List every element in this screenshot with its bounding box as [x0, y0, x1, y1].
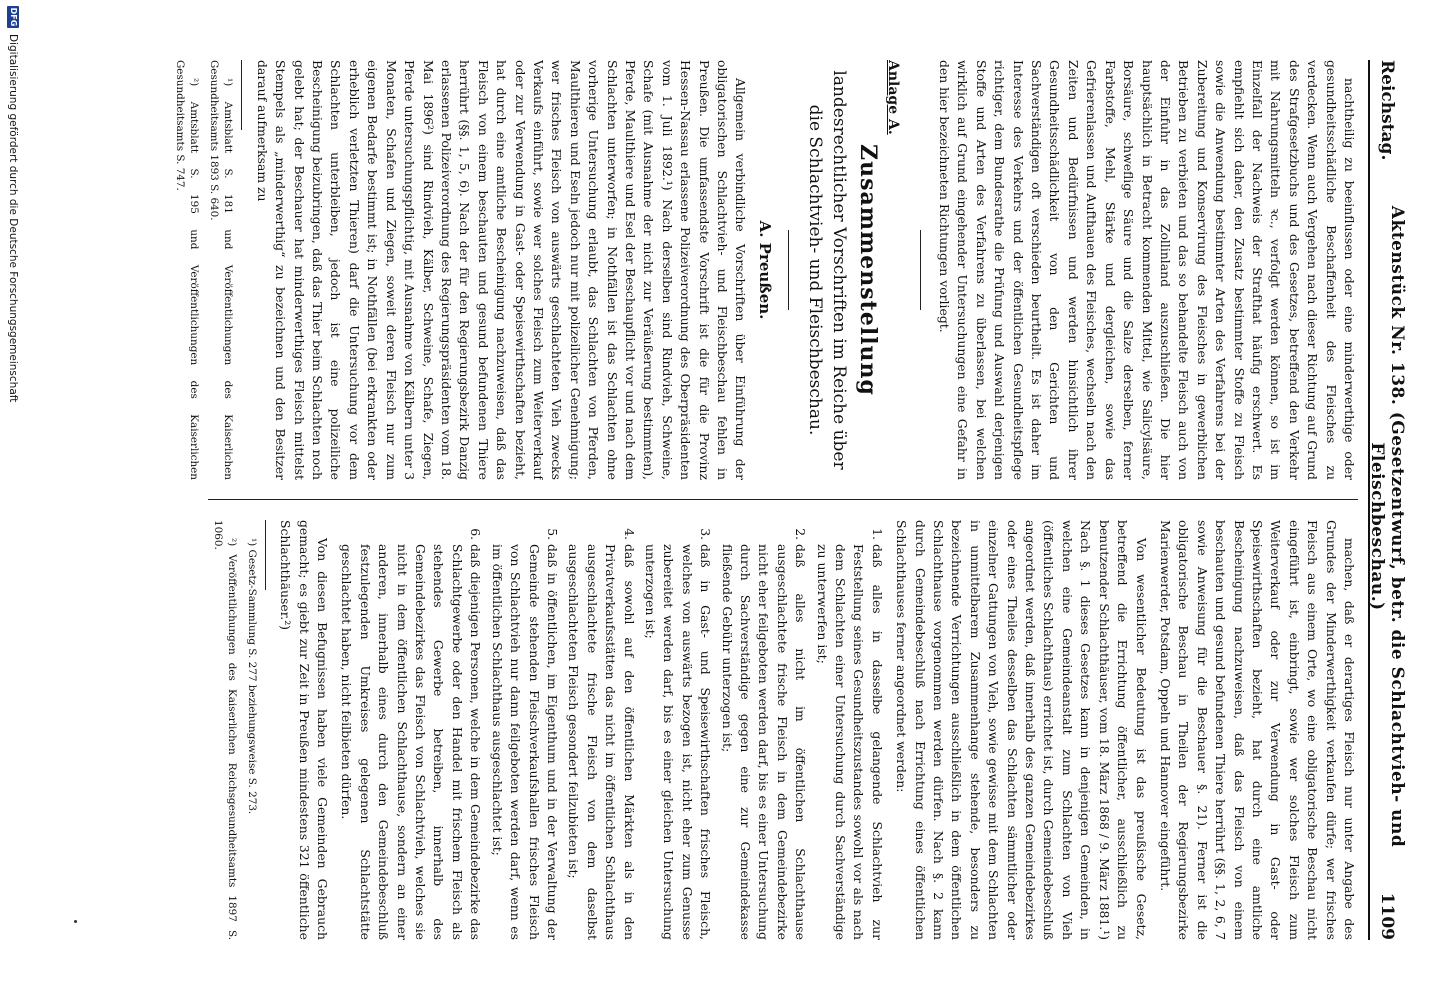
list-item: 4. daß sowohl auf den öffentlichen Märkten als in den Privatverkaufsstätten das nicht im öffentlichen Schlachthaus ausgeschlachtete frische Fleisch von dem daselbst ausgeschlachteten Fleisch gesondert feilzubieten ist; — [564, 544, 638, 940]
section-title: A. Preußen. — [755, 220, 774, 320]
anlage-label-text: Anlage A. — [884, 60, 901, 135]
right-paragraph-1: machen, daß er derartiges Fleisch nur unter Angabe des Grundes der Minderwerthigkeit verkaufen dürfe; wer frisches Fleisch aus einem Orte, wo eine obligatorische Beschau nicht eingeführt ist, einbringt, sowie wer solches Fleisch zum Weiterverkauf oder zur Verwendung in Gast- oder Speisewirthschaften bezieht, hat durch eine amtliche Bescheinigung nachzuweisen, daß das Fleisch von einem beschauten und gesund befundenen Thiere herrührt (§§. 1, 2, 6, 7 sowie Anweisung für die Beschauer §. 21). Ferner ist die obligatorische Beschau in Theilen der Regierungsbezirke Marienwerder, Potsdam, Oppeln und Hannover eingeführt. — [1157, 520, 1357, 940]
page-number: 1109 — [1377, 892, 1397, 940]
document-title: Zusammenstellung — [855, 144, 882, 396]
page-header — [1367, 60, 1407, 940]
list-item: 1. daß alles in dasselbe gelangende Schlachtvieh zur Feststellung seines Gesundheitszustandes sowohl vor als nach dem Schlachten einer Untersuchung durch Sachverständige zu unterwerfen ist; — [812, 544, 886, 940]
footnote-rule — [265, 520, 266, 590]
footnote: ¹) Amtsblatt S. 181 und Veröffentlichungen des Kaiserlichen Gesundheitsamts 1893 S. 640. — [208, 60, 235, 480]
right-paragraph-3: Von diesen Befugnissen haben viele Gemeinden Gebrauch gemacht; es giebt zur Zeit in Preußen mindestens 321 öffentliche Schlachthäuser.²) — [278, 520, 331, 940]
left-paragraph-1: nachtheilig zu beeinflussen oder eine minderwerthige oder gesundheitsschädliche Beschaffenheit des Fleisches zu verdecken. Wenn auch Vergehen nach dieser Richtung auf Grund des Strafgesetzbuchs und des Gesetzes, betreffend den Verkehr mit Nahrungsmitteln ꝛc., verfolgt werden können, so ist im Einzelfall der Nachweis der Strafthat häufig erschwert. Es empfiehlt sich daher, den Zusatz bestimmter Stoffe zu Fleisch sowie die Anwendung bestimmter Arten des Verfahrens bei der Zubereitung und Konservirung des Fleisches in gewerblichen Betrieben zu verbieten und das so behandelte Fleisch auch von der Einfuhr in das Zollinland auszuschließen. Die hier hauptsächlich in Betracht kommenden Mittel, wie Salicylsäure, Borsäure, schweflige Säure und die Salze derselben, ferner Farbstoffe, Mehl, Stärke und dergleichen, sowie das Gefrierenlassen und Aufthauen des Fleisches, wechseln nach den Zeiten und Bedürfnissen und werden hinsichtlich ihrer Gesundheitsschädlichkeit von den Gerichten und Sachverständigen oft verschieden beurtheilt. Es ist daher im Interesse des Verkehrs und der öffentlichen Gesundheitspflege richtiger, dem Bundesrathe die Prüfung und Auswahl derjenigen Stoffe und Arten des Verfahrens zu überlassen, bei welchen wirklich auf Grund eingehender Untersuchungen eine Gefahr in den hier bezeichneten Richtungen vorliegt. — [937, 60, 1357, 480]
divider — [788, 230, 789, 310]
list-item: 6. daß diejenigen Personen, welche in dem Gemeindebezirke das Schlachtgewerbe oder den Handel mit frischem Fleisch als stehendes Gewerbe betreiben, innerhalb des Gemeindebezirkes das Fleisch von Schlachtvieh, welches sie nicht in dem öffentlichen Schlachthause, sondern an einer anderen, innerhalb eines durch den Gemeindebeschluß festzulegenden Umkreises gelegenen Schlachtstätte geschlachtet haben, nicht feilbieten dürfen. — [337, 544, 484, 940]
anlage-label — [883, 60, 901, 480]
footnote: ²) Veröffentlichungen des Kaiserlichen Reichsgesundheitsamts 1897 S. 1060. — [211, 520, 238, 940]
ordinance-list — [337, 520, 886, 940]
speck-mark — [74, 920, 77, 923]
right-column — [68, 520, 1358, 940]
list-item: 5. daß in öffentlichen, im Eigenthum und in der Verwaltung der Gemeinde stehenden Fleischverkaufshallen frisches Fleisch von Schlachtvieh nur dann feilgeboten werden darf, wenn es im öffentlichen Schlachthaus ausgeschlachtet ist; — [487, 544, 561, 940]
right-paragraph-2: Von wesentlicher Bedeutung ist das preußische Gesetz, betreffend die Errichtung öffentlicher, ausschließlich zu benutzender Schlachthäuser, vom 18. März 1868 / 9. März 1881.¹) Nach §. 1 dieses Gesetzes kann in denjenigen Gemeinden, in welchen eine Gemeindeanstalt zum Schlachten von Vieh (öffentliches Schlachthaus) errichtet ist, durch Gemeindebeschluß angeordnet werden, daß innerhalb des ganzen Gemeindebezirkes oder eines Theiles desselben das Schlachten sämmtlicher oder einzelner Gattungen von Vieh, sowie gewisse mit dem Schlachten in unmittelbarem Zusammenhange stehende, besonders zu bezeichnende Verrichtungen ausschließlich in dem öffentlichen Schlachthause vorgenommen werden dürfen. Nach §. 2 kann durch Gemeindebeschluß nach Errichtung eines öffentlichen Schlachthauses ferner angeordnet werden: — [894, 520, 1149, 940]
footnote: ¹) Gesetz-Sammlung S. 277 beziehungsweise S. 273. — [245, 538, 258, 815]
header-title: Aktenstück Nr. 138. (Gesetzentwurf, betr. die Schlachtvieh- und Fleischbeschau.) — [1367, 205, 1407, 848]
digitization-note — [4, 0, 22, 1000]
left-column — [68, 60, 1358, 480]
left-paragraph-2: Allgemein verbindliche Vorschriften über Einführung der obligatorischen Schlachtvieh- und Fleischbeschau fehlen in Preußen. Die umfassendste Vorschrift ist die für die Provinz Hessen-Nassau erlassene Polizeiverordnung des Oberpräsidenten vom 1. Juli 1892.¹) Nach derselben sind Rindvieh, Schweine, Schafe (mit Ausnahme der nicht zur Veräußerung bestimmten), Pferde, Maulthiere und Esel der Beschaupflicht vor und nach dem Schlachten unterworfen; in Nothfällen ist das Schlachten ohne vorherige Untersuchung erlaubt, das Schlachten von Pferden, Maulthieren und Eseln jedoch nur mit polizeilicher Genehmigung; wer frisches Fleisch von auswärts geschlachteten Vieh zwecks Verkaufs einführt, sowie wer solches Fleisch zum Weiterverkauf oder zur Verwendung in Gast- oder Speisewirthschaften bezieht, hat durch eine amtliche Bescheinigung nachzuweisen, daß das Fleisch von einem beschauten und gesund befundenen Thiere herrührt (§§. 1, 5, 6). Nach der für den Regierungsbezirk Danzig erlassenen Polizeiverordnung des Regierungspräsidenten vom 18. Mai 1896²) sind Rindvieh, Kälber, Schweine, Schafe, Ziegen, Pferde untersuchungspflichtig, mit Ausnahme von Kälbern unter 3 Monaten, Schafen und Ziegen, soweit deren Fleisch nur zum eigenen Bedarfe bestimmt ist; in Nothfällen (bei erkrankten oder erheblich verletzten Thieren) darf die Untersuchung vor dem Schlachten unterbleiben, jedoch ist eine polizeiliche Bescheinigung beizubringen, daß das Thier beim Schlachten noch gelebt hat; der Beschauer hat minderwerthiges Fleisch mittelst Stempels als „minderwerthig“ zu bezeichnen und den Besitzer darauf aufmerksam zu — [254, 60, 749, 480]
column-divider — [208, 499, 1358, 500]
divider — [920, 230, 921, 310]
digitization-text: Digitalisierung gefördert durch die Deutsche Forschungsgemeinschaft — [7, 34, 19, 403]
list-item: 3. daß in Gast- und Speisewirthschaften frisches Fleisch, welches von auswärts bezogen ist, nicht eher zum Genusse zubereitet werden darf, bis es einer gleichen Untersuchung unterzogen ist; — [641, 544, 715, 940]
list-item: 2. daß alles nicht im öffentlichen Schlachthause ausgeschlachtete frische Fleisch in dem Gemeindebezirke nicht eher feilgeboten werden darf, bis es einer Untersuchung durch Sachverständige gegen eine zur Gemeindekasse fließende Gebühr unterzogen ist; — [717, 544, 809, 940]
dfg-logo: DFG — [9, 7, 18, 27]
document-subtitle: landesrechtlicher Vorschriften im Reiche über die Schlachtvieh- und Fleischbeschau. — [804, 70, 849, 470]
header-left: Reichstag. — [1377, 60, 1397, 161]
footnote-rule — [241, 60, 242, 130]
footnote: ²) Amtsblatt S. 195 und Veröffentlichungen des Kaiserlichen Gesundheitsamts S. 747. — [174, 60, 201, 480]
